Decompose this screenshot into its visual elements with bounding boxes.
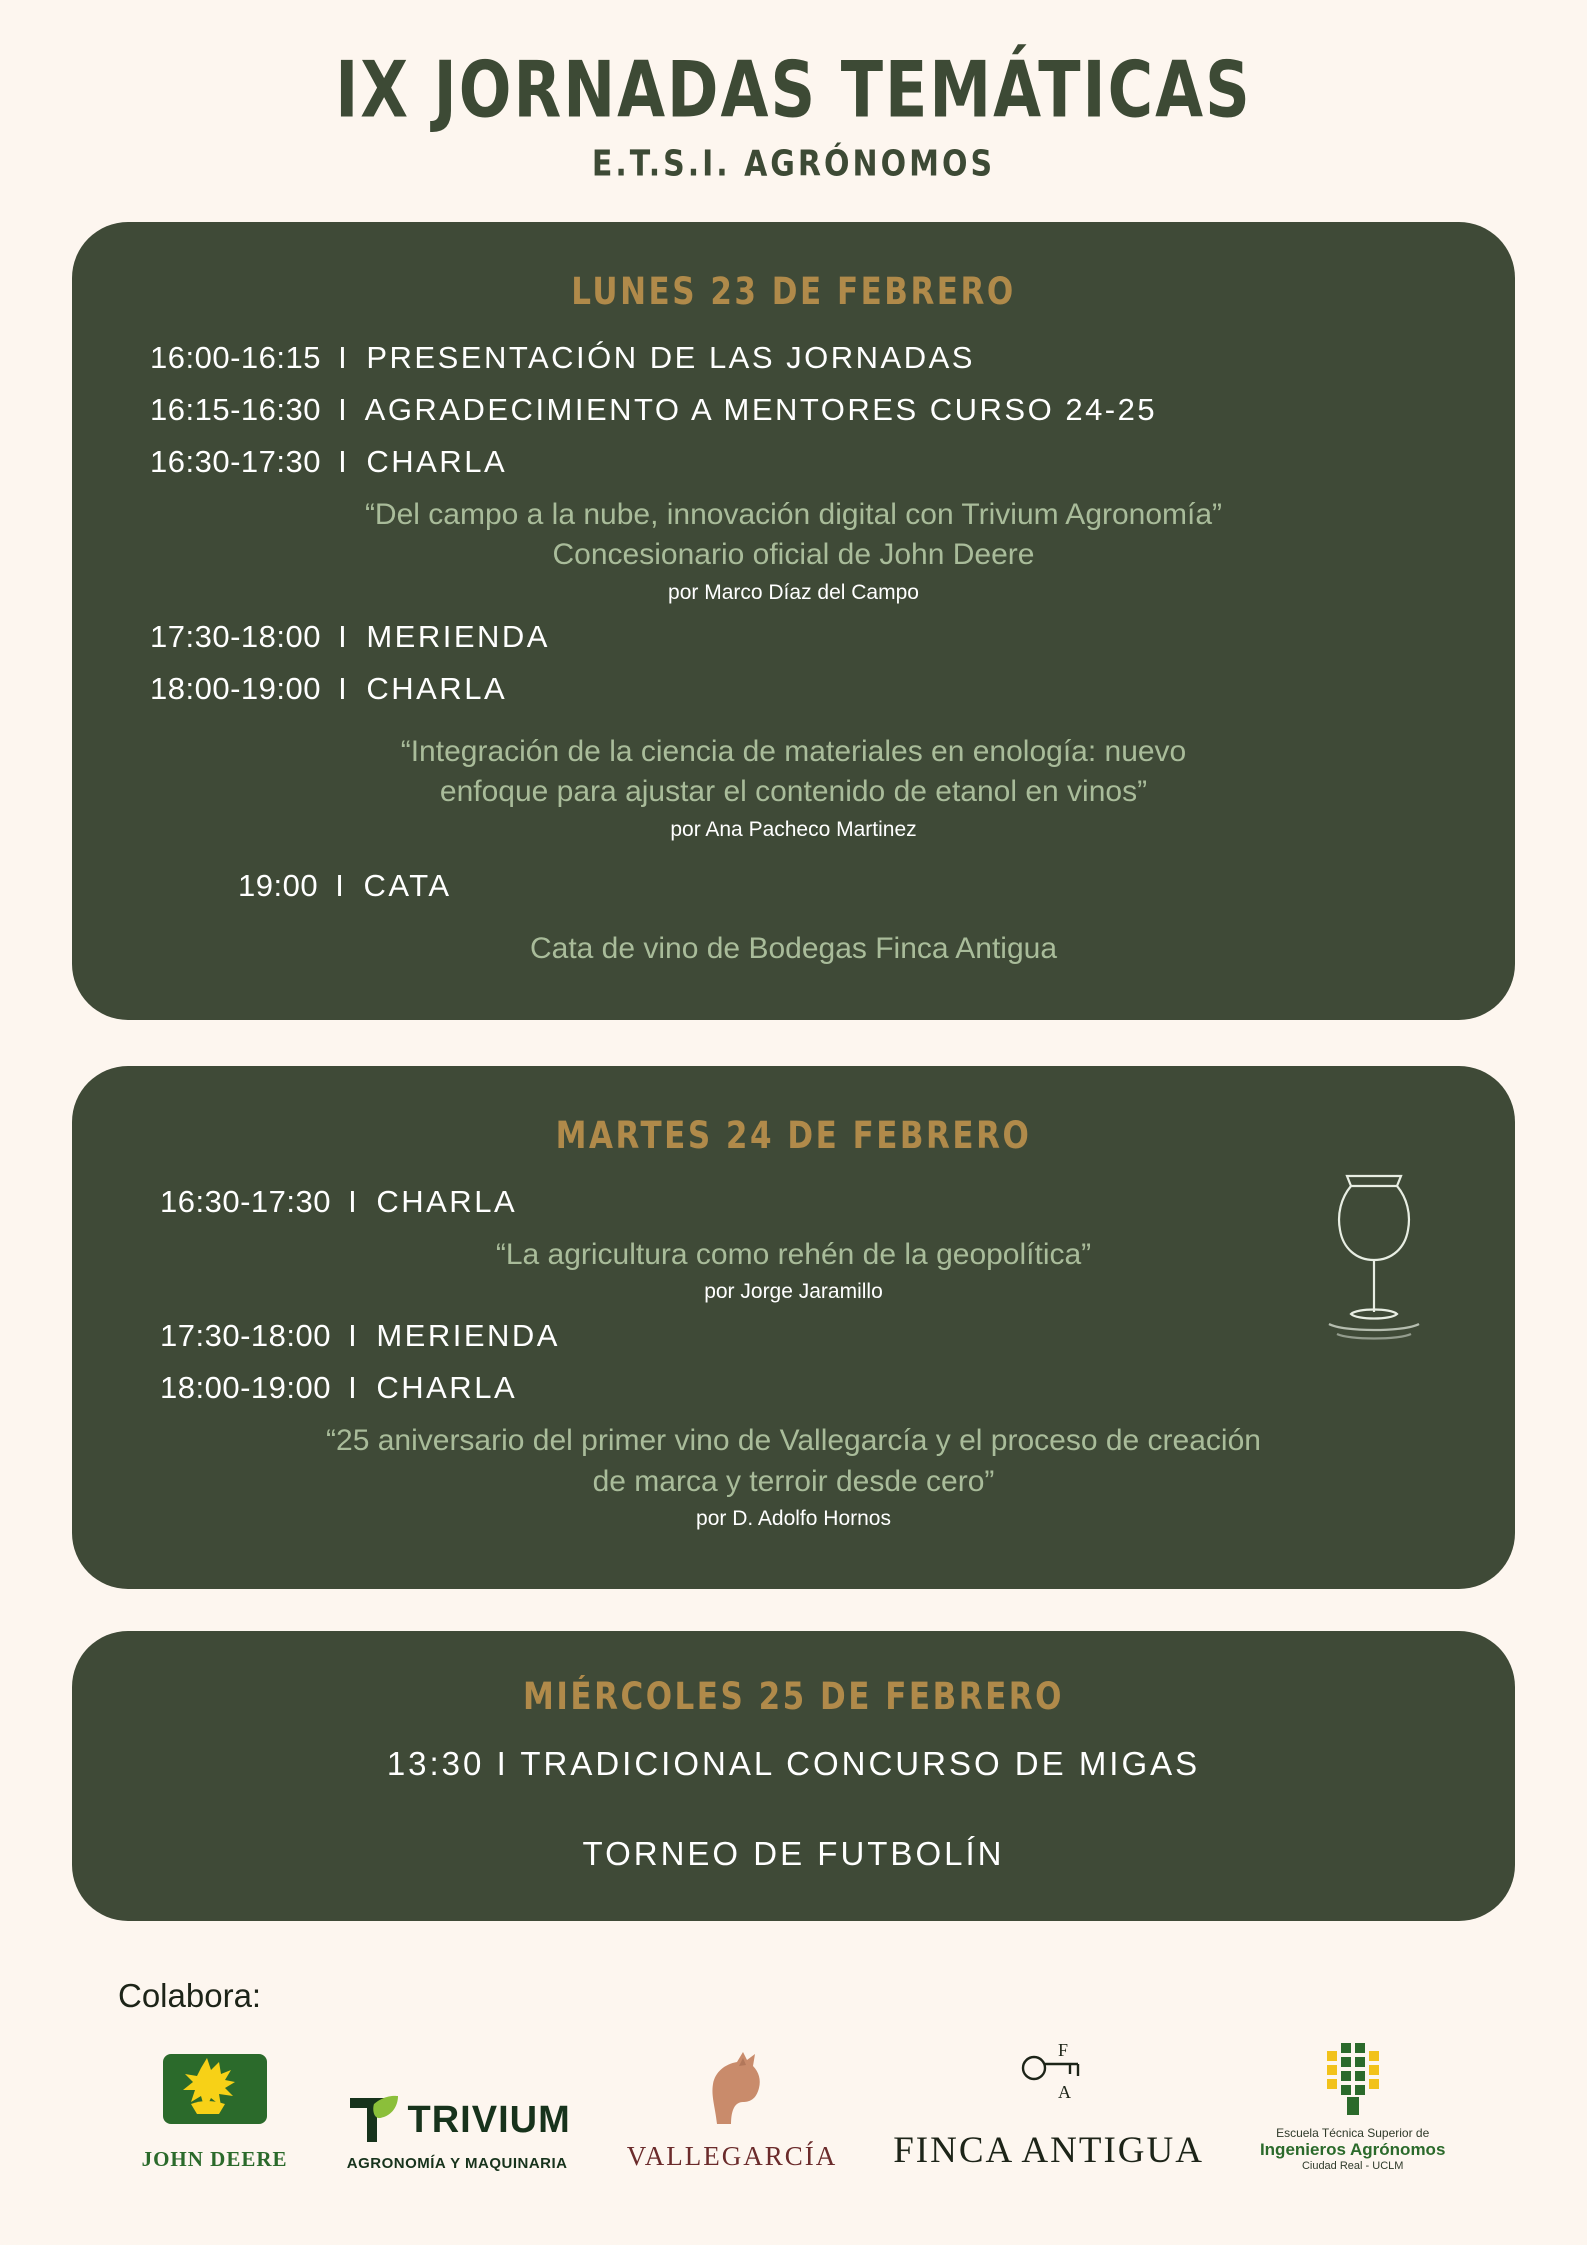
sponsor-name: JOHN DEERE bbox=[141, 2147, 288, 2172]
schedule-label: CATA bbox=[363, 867, 452, 903]
schedule-line bbox=[112, 340, 1475, 376]
schedule-label: TORNEO DE FUTBOLÍN bbox=[582, 1835, 1005, 1873]
trivium-icon bbox=[344, 2088, 400, 2152]
schedule-description-2: Concesionario oficial de John Deere bbox=[552, 538, 1035, 572]
schedule-item bbox=[112, 1370, 1475, 1531]
schedule-description: “Del campo a la nube, innovación digital con Trivium Agronomía” bbox=[364, 498, 1223, 531]
schedule-description: “25 aniversario del primer vino de Vallegarcía y el proceso de creación bbox=[326, 1424, 1261, 1458]
sponsor-name: Ingenieros Agrónomos bbox=[1259, 2140, 1446, 2160]
schedule-label: CHARLA bbox=[366, 444, 508, 479]
schedule-line bbox=[112, 1370, 1475, 1406]
schedule-time: 18:00-19:00 bbox=[150, 670, 321, 706]
schedule-label: AGRADECIMIENTO A MENTORES CURSO 24-25 bbox=[364, 392, 1158, 427]
horse-icon bbox=[687, 2046, 777, 2132]
schedule-line bbox=[112, 671, 1475, 707]
schedule-label: MERIENDA bbox=[376, 1318, 560, 1354]
schedule-item bbox=[112, 444, 1475, 605]
schedule-description: Cata de vino de Bodegas Finca Antigua bbox=[529, 931, 1058, 965]
schedule-time: 17:30-18:00 bbox=[160, 1318, 331, 1354]
sponsor-vallegarcia bbox=[627, 2046, 838, 2172]
schedule-description-2: de marca y terroir desde cero” bbox=[592, 1464, 995, 1498]
sponsor-trivium bbox=[344, 2088, 571, 2172]
schedule-line bbox=[112, 619, 1475, 655]
sponsor-name: TRIVIUM bbox=[407, 2099, 571, 2142]
sponsors-logos bbox=[0, 2037, 1587, 2172]
sponsor-tagline: AGRONOMÍA Y MAQUINARIA bbox=[346, 2155, 568, 2173]
schedule-item bbox=[112, 671, 1475, 842]
schedule-author: por D. Adolfo Hornos bbox=[696, 1507, 891, 1531]
day-card-tuesday bbox=[72, 1066, 1515, 1589]
schedule-author: por Marco Díaz del Campo bbox=[668, 580, 919, 604]
day-card-wednesday bbox=[72, 1631, 1515, 1921]
day-card-monday bbox=[72, 222, 1515, 1020]
schedule-time: 16:30-17:30 bbox=[150, 444, 321, 479]
schedule-label: TRADICIONAL CONCURSO DE MIGAS bbox=[520, 1745, 1201, 1783]
schedule-line bbox=[112, 868, 1475, 904]
schedule-line bbox=[112, 1318, 1475, 1354]
deer-icon bbox=[155, 2048, 275, 2138]
schedule-label: CHARLA bbox=[376, 1370, 518, 1406]
poster-header bbox=[0, 0, 1587, 185]
schedule-item bbox=[112, 1318, 1475, 1354]
schedule-line bbox=[112, 1745, 1475, 1783]
schedule-author: por Jorge Jaramillo bbox=[704, 1280, 883, 1304]
sponsor-john-deere bbox=[142, 2048, 288, 2172]
schedule-line bbox=[112, 444, 1475, 480]
schedule-item bbox=[112, 392, 1475, 428]
schedule-time: 18:00-19:00 bbox=[160, 1370, 331, 1406]
schedule-separator: I bbox=[348, 1318, 360, 1354]
schedule-time: 19:00 bbox=[238, 867, 319, 903]
wine-glass-icon bbox=[1299, 1162, 1449, 1352]
page-subtitle: E.T.S.I. AGRÓNOMOS bbox=[591, 143, 996, 185]
day-title-monday: LUNES 23 DE FEBRERO bbox=[571, 270, 1016, 314]
schedule-separator: I bbox=[348, 1370, 360, 1406]
schedule-description-2: enfoque para ajustar el contenido de etanol en vinos” bbox=[439, 775, 1148, 809]
schedule-time: 17:30-18:00 bbox=[150, 618, 321, 654]
day-title-tuesday: MARTES 24 DE FEBRERO bbox=[555, 1113, 1032, 1158]
schedule-separator: I bbox=[338, 340, 350, 375]
schedule-item bbox=[112, 1184, 1475, 1304]
schedule-label: MERIENDA bbox=[366, 618, 550, 654]
schedule-label: CHARLA bbox=[366, 670, 508, 706]
schedule-line bbox=[112, 392, 1475, 428]
schedule-description: “Integración de la ciencia de materiales en enología: nuevo bbox=[400, 734, 1187, 768]
sponsor-tagline: Ciudad Real - UCLM bbox=[1301, 2160, 1404, 2173]
schedule-separator: I bbox=[348, 1183, 360, 1219]
uclm-icon bbox=[1307, 2037, 1399, 2121]
schedule-item bbox=[112, 868, 1475, 968]
svg-text:F: F bbox=[1057, 2040, 1068, 2061]
sponsor-name: FINCA ANTIGUA bbox=[893, 2130, 1204, 2172]
sponsor-pre-name: Escuela Técnica Superior de bbox=[1276, 2126, 1430, 2141]
schedule-line bbox=[112, 1184, 1475, 1220]
schedule-label: CHARLA bbox=[376, 1183, 518, 1219]
day-title-wednesday: MIÉRCOLES 25 DE FEBRERO bbox=[523, 1675, 1064, 1720]
schedule-time: 16:15-16:30 bbox=[150, 392, 321, 427]
schedule-separator: I bbox=[338, 618, 350, 654]
key-icon bbox=[994, 2038, 1104, 2118]
schedule-time: 16:30-17:30 bbox=[160, 1183, 331, 1219]
sponsor-name: VALLEGARCÍA bbox=[626, 2141, 838, 2172]
sponsors-heading: Colabora: bbox=[118, 1977, 262, 2015]
schedule-time: 13:30 bbox=[386, 1745, 485, 1783]
schedule-label: PRESENTACIÓN DE LAS JORNADAS bbox=[366, 340, 975, 375]
page-title: IX JORNADAS TEMÁTICAS bbox=[335, 44, 1252, 136]
schedule-separator: I bbox=[338, 444, 350, 479]
svg-text:A: A bbox=[1057, 2082, 1071, 2103]
schedule-separator: I bbox=[496, 1745, 509, 1783]
schedule-separator: I bbox=[335, 867, 347, 903]
schedule-separator: I bbox=[338, 392, 350, 427]
sponsor-finca-antigua bbox=[893, 2038, 1204, 2172]
sponsor-uclm bbox=[1260, 2037, 1445, 2172]
schedule-item bbox=[112, 340, 1475, 376]
schedule-description: “La agricultura como rehén de la geopolítica” bbox=[495, 1237, 1092, 1271]
schedule-separator: I bbox=[338, 670, 350, 706]
schedule-time: 16:00-16:15 bbox=[150, 340, 321, 375]
schedule-author: por Ana Pacheco Martinez bbox=[670, 817, 917, 841]
schedule-item bbox=[112, 619, 1475, 655]
schedule-line bbox=[112, 1835, 1475, 1873]
